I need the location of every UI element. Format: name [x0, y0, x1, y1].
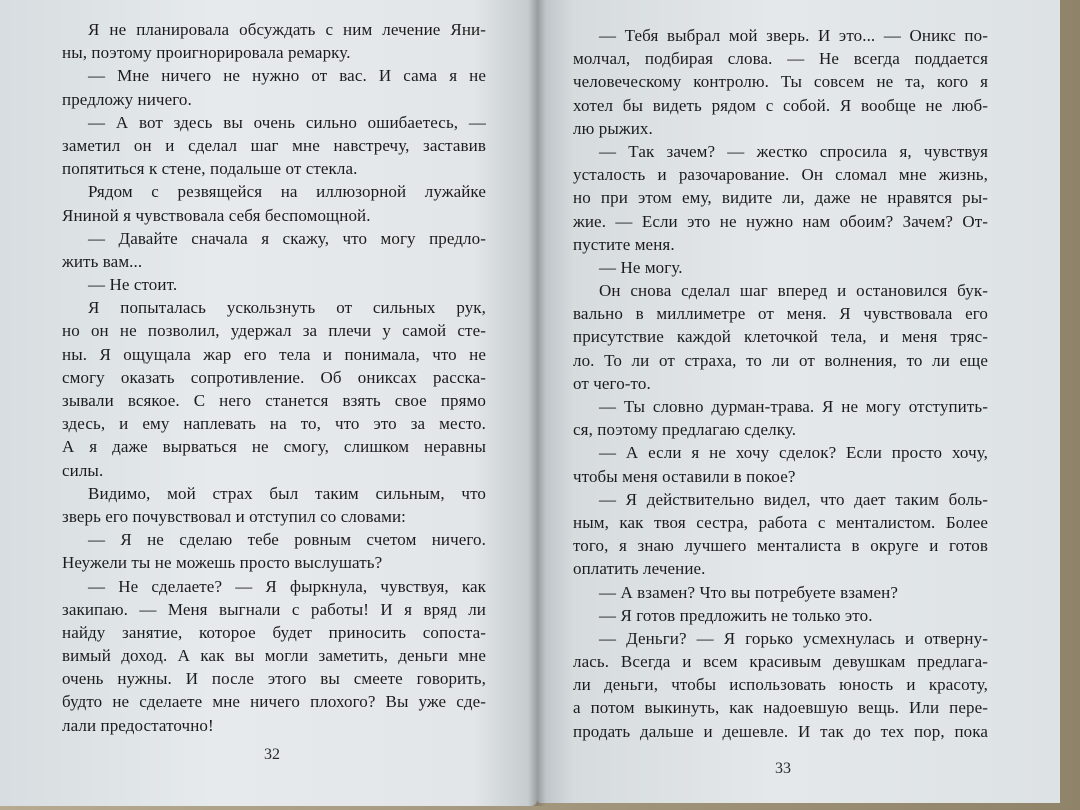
text-line: силы.: [62, 460, 104, 480]
text-line: здесь, и ему наплевать на то, что это за место.: [62, 414, 486, 434]
text-line: но он не позволил, удержал за плечи у самой сте-: [62, 321, 486, 341]
text-line: зверь его почувствовал и отступил со словами:: [62, 506, 406, 526]
text-line: — Я действительно видел, что дает таким боль-: [599, 489, 988, 509]
text-line: ся, поэтому предлагаю сделку.: [573, 420, 797, 440]
text-line: жить вам...: [62, 251, 143, 271]
text-line: — Ты словно дурман-трава. Я не могу отступить-: [599, 397, 988, 416]
text-line: жие. — Если это не нужно нам обоим? Зачем? От-: [573, 211, 988, 231]
text-line: присутствие каждой клеточкой тела, и меня тряс-: [573, 327, 988, 347]
text-line: ли деньги, чтобы использовать юность и красоту,: [573, 675, 988, 695]
text-line: найду занятие, которое будет приносить сопоста-: [62, 622, 486, 642]
text-line: от чего-то.: [573, 373, 651, 393]
text-line: А я даже вырваться не смогу, слишком неравны: [62, 437, 486, 457]
text-line: вально в миллиметре от меня. Я чувствовала его: [573, 304, 988, 324]
text-line: — Мне ничего не нужно от вас. И сама я не: [88, 66, 486, 86]
text-line: человеческому контролю. Ты совсем не та, кого я: [573, 72, 988, 92]
text-line: ны. Я ощущала жар его тела и понимала, что не: [62, 344, 486, 364]
text-line: — Не стоит.: [88, 275, 178, 295]
text-line: продать дальше и дешевле. И так до тех пор, пока: [573, 721, 988, 741]
text-line: — Я готов предложить не только это.: [599, 605, 873, 625]
text-line: Он снова сделал шаг вперед и остановился бук-: [599, 281, 988, 301]
text-line: — Тебя выбрал мой зверь. И это... — Оникс по-: [599, 26, 988, 45]
text-line: Я попыталась ускользнуть от сильных рук,: [88, 298, 486, 318]
text-line: очень нужны. И после этого вы смеете говорить,: [62, 669, 486, 689]
text-line: пустите меня.: [573, 234, 675, 254]
text-line: ны, поэтому проигнорировала ремарку.: [62, 43, 351, 63]
text-line: хотел бы видеть рядом с собой. Я вообще не люб-: [573, 95, 988, 115]
text-line: лю рыжих.: [573, 118, 653, 138]
right-page-text: [573, 24, 988, 743]
text-line: Видимо, мой страх был таким сильным, что: [88, 483, 486, 503]
text-line: молчал, подбирая слова. — Не всегда поддается: [573, 49, 988, 69]
text-line: оплатить лечение.: [573, 559, 706, 579]
text-line: того, я знаю лучшего менталиста в округе и готов: [573, 536, 988, 556]
text-line: лась. Всегда и всем красивым девушкам предлага-: [573, 652, 988, 672]
text-line: — Давайте сначала я скажу, что могу предло-: [88, 228, 486, 248]
right-page: [537, 0, 1060, 803]
text-line: Яниной я чувствовала себя беспомощной.: [62, 205, 371, 225]
text-line: — Деньги? — Я горько усмехнулась и отверну-: [599, 628, 988, 648]
left-page-text: [62, 18, 486, 737]
text-line: зывали всякое. С него станется взять свое прямо: [62, 391, 486, 410]
text-line: — Не могу.: [599, 257, 683, 277]
left-page-number: 32: [264, 746, 280, 763]
left-page: [0, 0, 537, 806]
text-line: лали предостаточно!: [62, 715, 214, 735]
text-line: смогу оказать сопротивление. Об ониксах расска-: [62, 367, 486, 387]
text-line: Неужели ты не можешь просто выслушать?: [62, 553, 383, 573]
text-line: заметил он и сделал шаг мне навстречу, заставив: [62, 135, 486, 155]
text-line: усталость и разочарование. Он сломал мне жизнь,: [573, 165, 988, 185]
text-line: Рядом с резвящейся на иллюзорной лужайке: [88, 182, 486, 202]
text-line: попятиться к стене, подальше от стекла.: [62, 159, 358, 179]
text-line: предложу ничего.: [62, 89, 192, 109]
text-line: — Так зачем? — жестко спросила я, чувствуя: [599, 141, 988, 161]
text-line: ным, как твоя сестра, работа с менталистом. Более: [573, 512, 988, 532]
text-line: — Не сделаете? — Я фыркнула, чувствуя, как: [88, 576, 486, 596]
text-line: — А вот здесь вы очень сильно ошибаетесь, —: [88, 112, 486, 132]
text-line: — Я не сделаю тебе ровным счетом ничего.: [88, 530, 486, 550]
right-page-number: 33: [775, 760, 791, 777]
text-line: а потом выкинуть, как надоевшую вещь. Или пере-: [573, 698, 988, 718]
text-line: Я не планировала обсуждать с ним лечение Яни-: [88, 20, 486, 39]
text-line: чтобы меня оставили в покое?: [573, 466, 796, 486]
text-line: вимый доход. А как вы могли заметить, деньги мне: [62, 646, 486, 666]
text-line: но при этом ему, видите ли, даже не нравятся ры-: [573, 188, 988, 208]
text-line: закипаю. — Меня выгнали с работы! И я вряд ли: [62, 599, 486, 619]
text-line: — А если я не хочу сделок? Если просто хочу,: [599, 443, 988, 463]
text-line: — А взамен? Что вы потребуете взамен?: [599, 582, 898, 602]
text-line: ло. То ли от страха, то ли от волнения, то ли еще: [573, 350, 988, 370]
text-line: будто не сделаете мне ничего плохого? Вы уже сде-: [62, 692, 486, 712]
